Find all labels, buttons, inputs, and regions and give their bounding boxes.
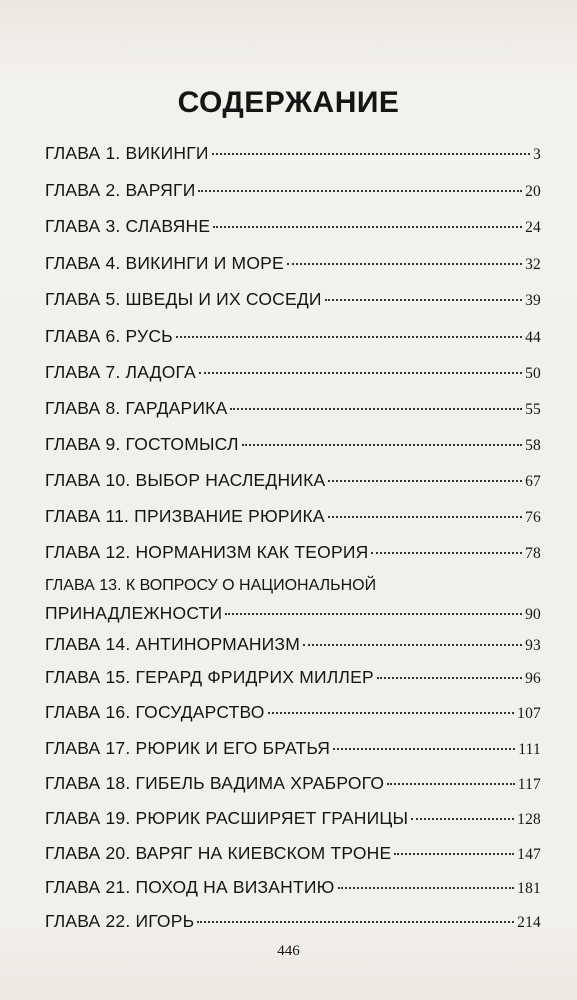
leader-dots [338,887,515,889]
toc-entry[interactable] [45,470,541,491]
leader-dots [199,372,522,374]
toc-entry-page: 96 [525,670,541,687]
toc-entry-page: 111 [518,741,541,758]
leader-dots [387,783,515,785]
leader-dots [213,226,522,228]
toc-entry[interactable] [45,843,541,864]
toc-entry[interactable] [45,738,541,759]
page-title: СОДЕРЖАНИЕ [177,86,400,119]
toc-entry-label: ГЛАВА 19. РЮРИК РАСШИРЯЕТ ГРАНИЦЫ [45,808,409,828]
toc-entry-page: 32 [525,256,541,273]
leader-dots [303,644,522,646]
leader-dots [371,552,522,554]
leader-dots [325,299,522,301]
toc-entry[interactable] [45,253,541,274]
toc-entry-label: ГЛАВА 10. ВЫБОР НАСЛЕДНИКА [45,470,326,490]
leader-dots [411,818,514,820]
toc-entry-page: 93 [525,637,541,654]
toc-entry[interactable] [45,506,541,527]
toc-entry[interactable] [45,911,541,932]
toc-entry-label-continued: ПРИНАДЛЕЖНОСТИ [45,603,223,623]
toc-entry[interactable] [45,289,541,310]
toc-entry-page: 78 [525,545,541,562]
toc-entry[interactable] [45,326,541,347]
toc-entry[interactable] [45,702,541,723]
toc-entry-label: ГЛАВА 9. ГОСТОМЫСЛ [45,434,239,454]
leader-dots [230,408,522,410]
toc-entry-page: 50 [525,365,541,382]
leader-dots [328,480,522,482]
toc-entry-label: ГЛАВА 20. ВАРЯГ НА КИЕВСКОМ ТРОНЕ [45,843,392,863]
toc-entry[interactable] [45,143,541,164]
toc-entry-page: 24 [525,219,541,236]
toc-entry-page: 181 [517,880,541,897]
leader-dots [333,748,515,750]
toc-entry[interactable] [45,398,541,419]
toc-entry-label: ГЛАВА 14. АНТИНОРМАНИЗМ [45,634,300,654]
leader-dots [225,613,522,615]
page-number: 446 [277,943,300,959]
toc-entry-page: 44 [525,329,541,346]
toc-entry-line2 [45,603,541,624]
toc-entry[interactable] [45,362,541,383]
toc-entry[interactable] [45,808,541,829]
toc-entry-label: ГЛАВА 22. ИГОРЬ [45,911,195,931]
toc-entry[interactable] [45,667,541,688]
toc-entry[interactable] [45,434,541,455]
toc-entry-label: ГЛАВА 6. РУСЬ [45,326,173,346]
toc-entry-label: ГЛАВА 1. ВИКИНГИ [45,143,209,163]
toc-entry-page: 67 [525,473,541,490]
toc-entry-label: ГЛАВА 3. СЛАВЯНЕ [45,216,211,236]
toc-entry-label: ГЛАВА 15. ГЕРАРД ФРИДРИХ МИЛЛЕР [45,667,374,687]
leader-dots [377,677,522,679]
toc-entry-page: 107 [517,705,541,722]
toc-entry-label: ГЛАВА 5. ШВЕДЫ И ИХ СОСЕДИ [45,289,322,309]
toc-entry[interactable] [45,634,541,655]
leader-dots [328,516,522,518]
toc-entry-page: 214 [517,914,541,931]
toc-entry-label: ГЛАВА 8. ГАРДАРИКА [45,398,228,418]
toc-entry-page: 55 [525,401,541,418]
toc-entry-label: ГЛАВА 11. ПРИЗВАНИЕ РЮРИКА [45,506,325,526]
toc-entry-label: ГЛАВА 7. ЛАДОГА [45,362,196,382]
leader-dots [242,444,522,446]
toc-entry-page: 39 [525,292,541,309]
toc-entry-label: ГЛАВА 17. РЮРИК И ЕГО БРАТЬЯ [45,738,331,758]
toc-entry-page: 3 [533,146,541,163]
toc-entry-label: ГЛАВА 2. ВАРЯГИ [45,180,196,200]
leader-dots [197,921,514,923]
toc-entry[interactable] [45,877,541,898]
toc-entry-page: 128 [517,811,541,828]
leader-dots [287,263,522,265]
leader-dots [394,853,514,855]
toc-entry-page: 58 [525,437,541,454]
toc-entry-page: 20 [525,183,541,200]
toc-entry-page: 76 [525,509,541,526]
toc-entry-label: ГЛАВА 18. ГИБЕЛЬ ВАДИМА ХРАБРОГО [45,773,385,793]
toc-entry-page: 147 [517,846,541,863]
leader-dots [176,336,522,338]
toc-entry-label: ГЛАВА 12. НОРМАНИЗМ КАК ТЕОРИЯ [45,542,369,562]
toc-entry-page: 117 [517,776,541,793]
toc-entry[interactable] [45,542,541,563]
toc-entry-page: 90 [525,606,541,623]
toc-entry[interactable] [45,773,541,794]
toc-entry-label: ГЛАВА 16. ГОСУДАРСТВО [45,702,265,722]
toc-entry[interactable] [45,216,541,237]
leader-dots [198,190,522,192]
toc-entry-label: ГЛАВА 13. К ВОПРОСУ О НАЦИОНАЛЬНОЙ [45,577,377,594]
toc-entry[interactable] [45,180,541,201]
toc-entry-label: ГЛАВА 4. ВИКИНГИ И МОРЕ [45,253,284,273]
leader-dots [212,153,530,155]
toc-entry-label: ГЛАВА 21. ПОХОД НА ВИЗАНТИЮ [45,877,335,897]
toc-entry-multiline[interactable] [45,577,541,624]
leader-dots [268,712,515,714]
